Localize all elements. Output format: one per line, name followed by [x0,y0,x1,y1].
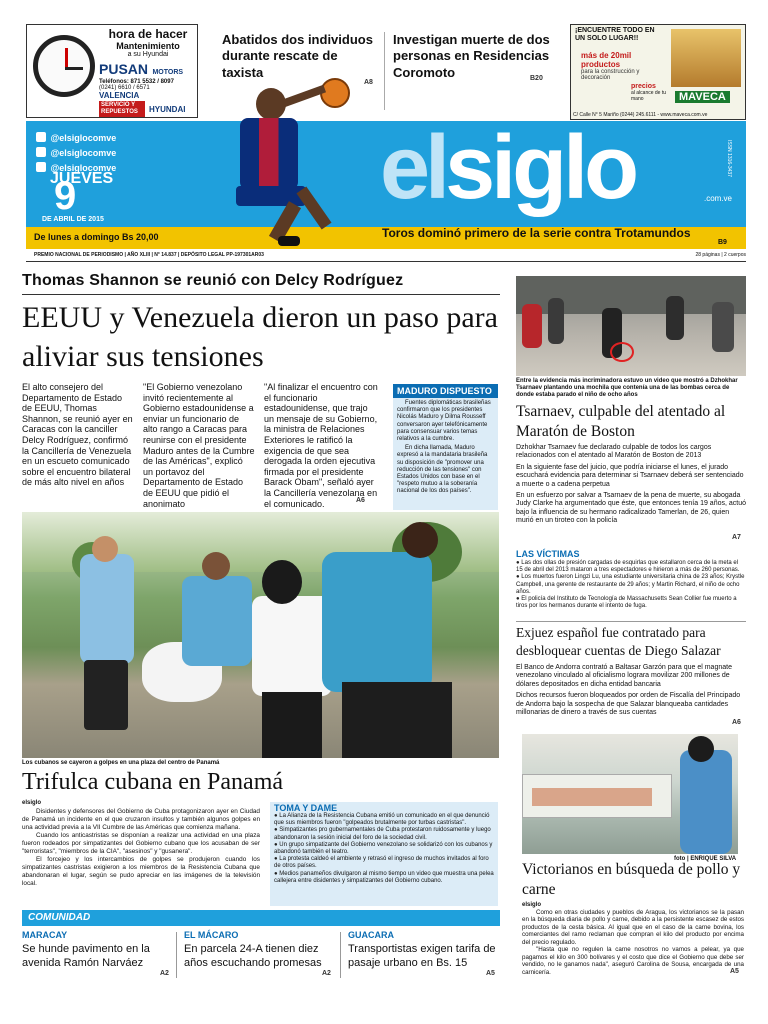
ad-line2: Mantenimiento [116,41,180,51]
logo-domain: .com.ve [704,194,733,203]
box-item: ● Simpatizantes pro gubernamentales de Cuba protestaron ruidosamente y luego abandonaron la sesión inicial del foro de la sociedad civil. [274,827,494,841]
salazar-p2: Dichos recursos fueron bloqueados por orden de Fiscalía del Principado de Andorra bajo la sospecha de que Salazar blanqueaba cantidades millonarias de dinero a través de sus cuentas [516,692,741,716]
salazar-ref: A6 [732,719,741,726]
sidebar-title: MADURO DISPUESTO [393,384,498,398]
chicken-credit: foto | ENRIQUE SILVA [674,856,737,862]
sidebar-p1: Fuentes diplomáticas brasileñas confirmaron que los presidentes Nicolás Maduro y Dilma Rousseff conversaron ayer telefónicamente para consensuar varios temas relativos a la cumbre. [397,400,491,442]
clock-icon [33,35,95,97]
teaser-ref: A8 [364,79,373,86]
panama-p3: El forcejeo y los intercambios de golpes se produjeron cuando los simpatizantes castristas exigieron a los miembros de la Resistencia Cubana que abandonaran el lugar, según se pudo apreciar en las imágenes de la televisión local. [22,856,260,887]
victims-item: ● El policía del Instituto de Tecnología de Massachusetts Sean Collier fue muerto a tiros por los hermanos durante el intento de fuga. [516,596,746,610]
community-bar [22,910,500,926]
issn: ISSN 1316-3437 [726,140,732,177]
ad-price2: al alcance de tu mano [631,90,667,102]
facebook-icon[interactable] [36,147,46,157]
ad-price1: precios [631,83,656,90]
chicken-photo[interactable] [522,734,738,854]
sidebar-maduro [393,384,498,510]
panama-p2: Cuando los anticastristas se disponían a realizar una actividad en una plaza fueron rodeados por simpatizantes del Gobierno cubano que los acusaban de ser "terroristas", "miembros de la CIA", "asesinos" y "gusanera". [22,832,260,855]
boston-p1: Dzhokhar Tsarnaev fue declarado culpable de todos los cargos relacionados con el atentado al Maratón de Boston de 2013 [516,444,712,460]
boston-p2: En la siguiente fase del juicio, que podría iniciarse el lunes, el jurado escuchará evidencia para determinar si Tsarnaev deberá ser sentenciado a muerte o a cadena perpetua [516,463,744,488]
teaser-ref: B20 [530,75,543,82]
community-title: Se hunde pavimento en la avenida Ramón Narváez [22,943,150,970]
box-toma-y-dame [270,802,498,906]
community-item[interactable] [184,930,336,971]
boston-caption: Entre la evidencia más incriminadora estuvo un video que mostró a Dzhokhar Tsarnaev plantando una mochila que contenía una de las bombas cerca de donde estaba parado el niño de ocho años [516,378,738,399]
community-place: EL MÁCARO [184,930,239,940]
victims-title: LAS VÍCTIMAS [516,549,580,559]
ad-city: VALENCIA [99,91,140,100]
boston-headline[interactable]: Tsarnaev, culpable del atentado al Maratón de Boston [516,403,726,441]
salazar-headline[interactable]: Exjuez español fue contratado para desbloquear cuentas de Diego Salazar [516,625,721,658]
basketball-photo [220,66,370,248]
teaser-title: Abatidos dos individuos durante rescate de taxista [222,32,373,80]
boston-photo[interactable] [516,276,746,376]
ad-line3: a su Hyundai [127,51,169,58]
lead-kicker: Thomas Shannon se reunió con Delcy Rodríguez [22,272,404,289]
chicken-byline: elsiglo [522,902,542,908]
ad-maker: HYUNDAI [149,105,186,114]
panama-caption: Los cubanos se cayeron a golpes en una plaza del centro de Panamá [22,760,220,766]
social-handle[interactable]: @elsiglocomve [50,148,117,158]
chicken-p1: Como en otras ciudades y pueblos de Aragua, los victorianos se la pasan en la búsqueda diaria de pollo y carne, debido a la persistente escasez de estos productos de la cesta básica. Al igual que en el caso de la carne bovina, los comerciantes del ramo reclaman que compran el kilo del producto por encima del precio regulado. [522,909,744,946]
date-weekday: JUEVES [50,170,114,187]
logo-el: el [380,118,446,218]
boston-p3: En un esfuerzo por salvar a Tsarnaev de la pena de muerte, su abogada Judy Clarke ha argumentado que éste, que entonces tenía 19 años, actuó bajo la influencia de su hermano radicalizado Tamerlan, de 26, quien murió en un tiroteo con la policía [516,491,746,525]
social-handle[interactable]: @elsiglocomve [50,163,117,173]
box-item: ● Un grupo simpatizante del Gobierno venezolano se solidarizó con los cubanos y abandonó también el teatro. [274,842,494,856]
lead-col1: El alto consejero del Departamento de Estado de EEUU, Thomas Shannon, se reunió ayer en Caracas con la canciller Delcy Rodríguez, confirmó la Cancillería de Venezuela en un escueto comunicado sobre el encuentro bilateral de más alto nivel en años [22,382,133,488]
box-item: ● Medios panameños divulgaron al mismo tiempo un video que muestra una pelea callejera entre disidentes y simpatizantes del Gobierno cubano. [274,871,494,885]
chicken-p2: "Hasta que no regulen la carne nosotros no vamos a pelear, ya que pagamos el kilo en 300 bolívares y el costo que dice el Gobierno que debe ser vendido, no le ganamos nada", aseguró Carolina de Sousa, encargada de una carnicería. [522,946,744,976]
community-label: COMUNIDAD [28,912,91,923]
community-place: GUACARA [348,930,394,940]
panama-byline: elsiglo [22,800,42,806]
victims-item: ● Los muertos fueron Lingzi Lu, una estudiante universitaria china de 23 años; Krystle Campbell, una gerente de restaurante de 29 años; y Martin Richard, el niño de ocho años. [516,574,746,596]
community-item[interactable] [22,930,172,971]
chicken-ref: A5 [730,968,739,975]
lead-col2: "El Gobierno venezolano invitó recientemente al Gobierno estadounidense a enviar un funcionario de alto rango a Caracas para reunirse con el presidente Maduro antes de la Cumbre de las Américas", explicó un portavoz del Departamento de Estado de EEUU que pidió el anonimato [143,382,255,509]
victims-item: ● Las dos ollas de presión cargadas de esquirlas que estallaron cerca de la meta el 15 de abril del 2013 mataron a tres espectadores e hirieron a más de 260 personas. [516,560,746,574]
ad-service: SERVICIO Y REPUESTOS [99,101,145,117]
ad-line1: ¡ENCUENTRE TODO EN UN SOLO LUGAR!! [575,27,655,42]
date-day: 9 [54,174,77,218]
ad-line3: para la construcción y decoración [581,69,640,81]
sports-teaser[interactable]: Toros dominó primero de la serie contra Trotamundos [382,226,691,240]
salazar-p1: El Banco de Andorra contrató a Baltasar Garzón para que el magnate venezolano vinculado al oficialismo lograra movilizar 200 millones de dólares depositados en dicha entidad bancaria [516,664,732,688]
community-item[interactable] [348,930,498,971]
ad-line2: más de 20mil productos [581,51,632,69]
ad-pusan[interactable] [26,24,198,118]
instagram-icon[interactable] [36,162,46,172]
panama-photo[interactable] [22,512,499,758]
info-left: PREMIO NACIONAL DE PERIODISMO | AÑO XLIII | N° 14.837 | DEPÓSITO LEGAL PP-197301AR03 [34,252,264,258]
info-bar [26,252,746,262]
price: De lunes a domingo Bs 20,00 [34,232,159,242]
panama-p1: Disidentes y defensores del Gobierno de Cuba protagonizaron ayer en Ciudad de Panamá un incidente en el que cruzaron insultos y también algunos golpes en una actividad previa a la VII Cumbre de las Américas que comienza mañana. [22,808,260,831]
ad-brand2: MOTORS [152,69,184,76]
date-month: DE ABRIL DE 2015 [42,216,104,223]
info-right: 28 páginas | 2 cuerpos [695,252,746,258]
social-handle[interactable]: @elsiglocomve [50,133,117,143]
logo[interactable] [380,118,635,218]
lead-headline[interactable]: EEUU y Venezuela dieron un paso para aliviar sus tensiones [22,301,498,373]
ad-brand: PUSAN [99,61,149,77]
twitter-icon[interactable] [36,132,46,142]
sidebar-p2: En dicha llamada, Maduro expresó a la mandataria brasileña su disposición de "promover una reducción de las tensiones" con Estados Unidos con base en el "respeto mutuo a la soberanía nacional de los dos países". [397,445,488,495]
box-title: TOMA Y DAME [274,803,338,813]
community-ref: A5 [486,970,495,977]
teaser-title: Investigan muerte de dos personas en Residencias Coromoto [393,32,550,80]
boston-ref: A7 [732,534,741,541]
lead-col3: "Al finalizar el encuentro con el funcionario estadounidense, que trajo un mensaje de su Gobierno, la ministra de Relaciones Exteriores le ratificó la exigencia de que sea derogada la orden ejecutiva firmada por el presidente Barack Obam", señaló ayer la Cancillería venezolana en el comunicado. [264,382,378,509]
community-ref: A2 [160,970,169,977]
teaser-coromoto[interactable] [393,32,556,81]
ad-line1: hora de hacer [108,27,188,41]
ad-brand: MAVECA [675,91,730,103]
ad-phones2: (0241) 6610 / 6571 [99,85,150,91]
chicken-headline[interactable]: Victorianos en búsqueda de pollo y carne [522,861,741,899]
box-item: ● La Alianza de la Resistencia Cubana emitió un comunicado en el que denunció que sus miembros fueron "golpeados brutalmente por turbas castristas". [274,813,494,827]
lead-ref: A6 [356,497,365,504]
ad-maveca[interactable] [570,24,746,120]
community-place: MARACAY [22,930,68,940]
box-item: ● La protesta caldeó el ambiente y retrasó el ingreso de muchos invitados al foro de otros países. [274,856,494,870]
logo-siglo: siglo [445,118,636,218]
sports-ref: B9 [718,239,727,246]
ad-footer: C/ Calle N° 5 Mariño (0244) 245.6111 - www.maveca.com.ve [573,112,708,118]
community-title: En parcela 24-A tienen diez años escuchando promesas [184,943,322,970]
community-ref: A2 [322,970,331,977]
panama-headline[interactable]: Trifulca cubana en Panamá [22,769,284,795]
ad-phones: Teléfonos: 871 5532 / 8097 [99,79,174,85]
community-title: Transportistas exigen tarifa de pasaje urbano en Bs. 15 [348,943,496,970]
